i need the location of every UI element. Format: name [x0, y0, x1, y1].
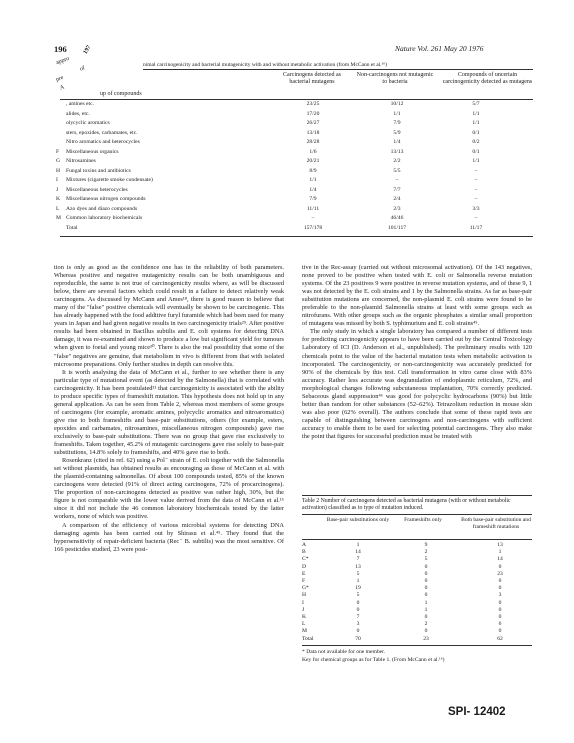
table2-top-rule — [302, 495, 532, 496]
table1-cell: – — [474, 215, 478, 221]
table2-row — [302, 621, 532, 628]
right-text-column — [302, 264, 532, 441]
table1-cell: 1/1 — [393, 110, 401, 117]
table1-row — [56, 215, 476, 222]
table1-cell: 0/1 — [472, 148, 480, 155]
table1-cell: – — [395, 177, 399, 183]
table2-cell: 0 — [498, 563, 502, 570]
table2-cell: 13 — [355, 563, 361, 570]
table2-cell: 2 — [424, 549, 428, 556]
table2-cell: 5 — [356, 570, 360, 577]
table1-top-rule — [143, 69, 533, 70]
table1-row-name: Mixtures (cigarette smoke condensate) — [66, 177, 153, 183]
table1-cell: – — [474, 167, 478, 174]
table1-bottom-rule — [60, 236, 533, 237]
table1-row-name: Nitrosamines — [66, 158, 96, 164]
table1-row-name: olycyclic aromatics — [66, 120, 110, 126]
table1-cell: 1/1 — [472, 120, 480, 126]
table2-cell: 1 — [498, 549, 502, 556]
table2-cell: 23 — [423, 635, 429, 642]
table1-row-letter: J — [56, 186, 59, 193]
table2-row — [302, 628, 532, 635]
table2-cell: 1 — [424, 606, 428, 613]
table1-cell: 157/178 — [303, 224, 323, 231]
body-paragraph: tive in the Rec-assay (carried out without microsomal activation). Of the 143 negatives, none proved to be positive when tested with E. coli or Salmonella reverse mutation systems. Of the 23 positives 9 were positive in reverse mutation systems, and of these 9, 1 was not detected by the E. coli strains and 1 by the Salmonella strains. As far as base-pair substitution mutations are concerned, the non-plasmid E. coli strains were found to be preferable to the non-plasmid Salmonella strains at least with some groups such as nitrofurans. With other groups such as the organic phosphates a similar small proportion of mutagens was missed by both S. typhimurium and E. coli strains⁴⁵. — [302, 264, 532, 328]
table2-row-letter: Total — [302, 635, 314, 642]
table2-cell: 62 — [497, 635, 503, 642]
table2-cell: 2 — [424, 621, 428, 628]
table2-cell: 0 — [498, 599, 502, 606]
margin-fragment: A — [59, 84, 66, 92]
table1-cell: 0/1 — [472, 129, 480, 136]
body-paragraph: A comparison of the efficiency of various microbial systems for detecting DNA damaging agents has been carried out by Shirasu et al.⁴⁵. They found that the hypersensitivity of repair-deficient bacteria (Rec⁻ B. subtilis) was the most sensitive. Of 166 pesticides studied, 23 were posi- — [54, 521, 284, 553]
margin-fragment: appro — [55, 55, 71, 67]
table2-row — [302, 592, 532, 599]
table1-row-name: Nitro aromatics and heterocycles — [66, 139, 140, 145]
table1-row — [56, 187, 476, 194]
table2-row-letter: F — [302, 578, 306, 584]
table2-row-letter: H — [302, 592, 307, 599]
table1-row — [56, 168, 476, 175]
page-number: 196 — [54, 44, 67, 54]
table2-row-letter: M — [302, 628, 307, 635]
table2-cell: 7 — [356, 556, 360, 563]
table2-cell: 14 — [355, 549, 361, 556]
table1-cell: 11/17 — [469, 224, 483, 231]
table1-col-header: Carcinogens detected as bacterial mutagens — [283, 72, 341, 85]
table1-row-name: Total — [66, 224, 78, 231]
table1-row-name: Azo dyes and diazo compounds — [66, 205, 138, 212]
table2-row-letter: J — [302, 606, 305, 613]
table2-cell: 0 — [498, 628, 502, 635]
table1-row — [56, 205, 480, 213]
table1-cell: – — [474, 196, 478, 202]
table2-cell: 13 — [497, 542, 503, 548]
table1-row — [56, 110, 480, 118]
table1-cell: 1/4 — [309, 186, 317, 193]
table1-cell: 2/4 — [393, 196, 401, 202]
table2-cell: 3 — [498, 592, 502, 599]
table2-cell: 0 — [498, 606, 502, 613]
table1-cell: 23/25 — [306, 101, 320, 107]
table2-cell: 0 — [498, 585, 502, 592]
table1-cell: 7/7 — [393, 186, 401, 193]
table1-cell: 13/13 — [390, 148, 404, 155]
table2-row — [302, 600, 532, 607]
table2-cell: 1 — [356, 578, 360, 584]
table2-cell: 0 — [498, 578, 502, 584]
table2-row — [302, 542, 532, 549]
table2-row-letter: E — [302, 570, 306, 577]
table2-row — [302, 556, 532, 563]
table1-row-letter: M — [56, 215, 61, 221]
table1-cell: – — [474, 177, 478, 183]
table1-cell: 11/11 — [306, 205, 320, 212]
table2-cell: 5 — [424, 556, 428, 563]
table1-row-letter: I — [56, 177, 58, 183]
table2-cell: 0 — [424, 628, 428, 635]
table1-cell: – — [474, 186, 478, 193]
table2-footnote: * Data not available for one member. — [302, 649, 386, 655]
table1-col-header: Compounds of uncertain carcinogenicity detected as mutagens — [442, 72, 533, 85]
table2-cell: 0 — [356, 606, 360, 613]
table1-cell: – — [311, 215, 315, 221]
table1-row-name: sters, epoxides, carbamates, etc. — [66, 129, 138, 136]
left-text-column — [54, 264, 284, 554]
table2-row-letter: L — [302, 621, 306, 628]
table1-row — [56, 196, 476, 203]
table1-row — [56, 148, 480, 156]
table2-col-header: Both base-pair substitution and frameshift mutations — [461, 517, 531, 530]
table1-row-name: Common laboratory biochemicals — [66, 215, 143, 221]
table2-col-header: Base-pair substitutions only — [326, 517, 390, 523]
table2-footnote: Key for chemical groups as for Table 1. (From McCann et al.¹⁶) — [302, 657, 445, 663]
table2-cell: 0 — [356, 628, 360, 635]
table1-cell: 7/9 — [309, 196, 317, 202]
table2-row — [302, 571, 532, 578]
table1-row — [56, 224, 483, 232]
body-paragraph: Rosenkranz (cited in ref. 62) using a Pol⁻ strain of E. coli together with the Salmonella set without plasmids, has obtained results as encouraging as those of McCann et al. with the plasmid-containing salmonellas. Of about 100 compounds tested, 85% of the known carcinogens were detected (91% of direct acting carcinogens, 72% of procarcinogens). The proportion of non-carcinogens detected as positive was rather high, 30%, but the figure is not comparable with the lower value derived from the data of McCann et al.¹⁶ since it did not include the 46 common laboratory biochemicals tested by the latter workers, none of which was positive. — [54, 457, 284, 521]
body-paragraph: tion is only as good as the confidence one has in the reliability of both parameters. Whereas positive and negative mutagenicity results can be both unambiguous and reproducible, the same is not true of carcinogenicity results where, as will be discussed below, there are several factors which could result in a failure to detect relatively weak carcinogens. As discussed by McCann and Ames¹⁸, there is good reason to believe that many of the "false" positive chemicals will eventually be shown to be carcinogenic. This has already happened with the food additive furyl furamide which had been used for many years in Japan and had given negative results in two carcinogenicity trials²⁹. After positive results had been obtained in Bacillus subtilis and E. coli systems for detecting DNA damage, it was re-examined and shown to produce a low but significant yield for tumours when given to foetal and young mice³⁰. There is also the real possibility that some of the "false" negatives are genuine, that metabolism in vivo is different from that with isolated microsome preparations. Only further studies in depth can resolve this. — [54, 264, 284, 368]
table1-row — [56, 177, 476, 184]
table1-cell: 28/28 — [306, 139, 320, 145]
table2-row-letter: D — [302, 563, 307, 570]
table1-title: nimal carcinogenicity and bacterial mutagenicity with and without metabolic activation (from McCann et al.¹⁶) — [143, 62, 387, 68]
table2-cell: 6 — [498, 621, 502, 628]
table2-row — [302, 636, 532, 643]
table1-cell: 13/18 — [306, 129, 320, 136]
table2-row-letter: A — [302, 542, 307, 548]
document-stamp: SPI- 12402 — [448, 706, 506, 718]
table1-row-name: Miscellaneous nitrogen compounds — [66, 196, 146, 202]
table2-cell: 0 — [424, 592, 428, 599]
table2-row-letter: K — [302, 614, 307, 620]
table1-col-header: Non-carcinogens not mutagenic to bacteria — [356, 72, 434, 85]
table2-cell: 23 — [497, 570, 503, 577]
table1-row — [56, 158, 480, 165]
table2-cell: 1 — [424, 599, 428, 606]
table2-cell: 3 — [356, 621, 360, 628]
table2-cell: 0 — [498, 614, 502, 620]
margin-fragment: of — [79, 65, 86, 73]
table1-cell: 8/9 — [309, 167, 317, 174]
table2-caption: Table 2 Number of carcinogens detected as bacterial mutagens (with or without metabolic activation) classified as to type of mutation induced. — [302, 498, 511, 511]
table1-cell: 1/6 — [309, 148, 317, 155]
table1-row-name: Fungal toxins and antibiotics — [66, 167, 131, 174]
body-paragraph: It is worth analysing the data of McCann et al., further to see whether there is any particular type of mutational event (as detected by the Salmonella) that is correlated with carcinogenicity. It has been postulated³¹ that carcinogenicity is associated with the ability to produce specific types of frameshift mutation. This hypothesis does not hold up in any general application. As can be seen from Table 2, whereas most members of some groups of carcinogens (for example, aromatic amines, polycyclic aromatics and nitroaromatics) give rise to both frameshifts and base-pair substitutions, others (for example, esters, epoxides and carbamates, nitrosamines, miscellaneous nitrogen compounds) gave rise exclusively to base-pair substitutions. There was no group that gave rise exclusively to frameshifts. Taken together, 45.2% of mutagenic carcinogens gave rise solely to base-pair substitutions, 14.8% solely to frameshifts, and 40% gave rise to both. — [54, 368, 284, 457]
table2-row — [302, 614, 532, 621]
table2-cell: 0 — [424, 614, 428, 620]
table1-cell: 26/27 — [306, 120, 320, 126]
table1-cell: 3/3 — [472, 205, 480, 212]
table2-cell: 9 — [424, 542, 428, 548]
table2-cell: 0 — [356, 599, 360, 606]
table2-cell: 0 — [424, 563, 428, 570]
table1-row-name: , amines etc. — [66, 101, 94, 107]
table1-cell: 20/21 — [306, 158, 320, 164]
journal-header: Nature Vol. 261 May 20 1976 — [395, 44, 484, 53]
table1-cell: 5/5 — [393, 167, 401, 174]
table2-cell: 19 — [355, 585, 361, 592]
table2-cell: 0 — [424, 585, 428, 592]
table1-row-name: Miscellaneous organics — [66, 148, 119, 155]
table1-cell: 1/1 — [472, 110, 480, 117]
table2-cell: 7 — [356, 614, 360, 620]
table1-row-name: Miscellaneous heterocycles — [66, 186, 128, 193]
table2-header-rule-bottom — [302, 539, 532, 540]
table1-row-letter: L — [56, 205, 60, 212]
table1-cell: 10/12 — [390, 101, 404, 107]
table1-cell: 2/3 — [393, 205, 401, 212]
table1-cell: 2/2 — [393, 158, 401, 164]
handwritten-page-number: 197 — [82, 44, 93, 56]
table1-row — [56, 120, 480, 127]
table1-cell: 101/117 — [387, 224, 407, 231]
margin-fragment: pre — [55, 74, 65, 84]
table1-cell: 1/1 — [472, 158, 480, 164]
table1-cell: 1/1 — [309, 177, 317, 183]
table2-bottom-rule — [302, 645, 532, 646]
table1-cell: 7/9 — [393, 120, 401, 126]
table2-row-letter: I — [302, 599, 304, 606]
table1-header-rule — [60, 99, 533, 100]
table2-cell: 14 — [497, 556, 503, 563]
table2-row — [302, 607, 532, 614]
table2-row-letter: B — [302, 549, 306, 556]
table1-row — [56, 129, 480, 137]
table1-group-header: up of compounds — [100, 91, 142, 97]
table1-row-name: alides, etc. — [66, 110, 90, 117]
table1-row-letter: H — [56, 167, 61, 174]
table2-cell: 5 — [356, 592, 360, 599]
table1-cell: 46/46 — [390, 215, 404, 221]
table1-cell: 5/9 — [393, 129, 401, 136]
table1-cell: 17/20 — [306, 110, 320, 117]
table2-cell: 70 — [355, 635, 361, 642]
table2-row — [302, 585, 532, 592]
table1-cell: 0/2 — [472, 139, 480, 145]
table1-row-letter: F — [56, 148, 60, 155]
table1-row-letter: K — [56, 196, 61, 202]
table2-col-header: Frameshifts only — [404, 517, 442, 523]
table2-cell: 1 — [356, 542, 360, 548]
table1-row — [56, 139, 480, 146]
table1-cell: 5/7 — [472, 101, 480, 107]
table2-row-letter: G* — [302, 585, 309, 592]
table2-row — [302, 578, 532, 585]
body-paragraph: The only study in which a single laboratory has compared a number of different tests for predicting carcinogenicity appears to have been carried out by the Central Toxicology Laboratory of ICI (D. Anderson et al., unpublished). The preliminary results with 120 chemicals point to the value of the bacterial mutation tests when metabolic activation is incorporated. The carcinogenicity, or non-carcinogenicity was accurately predicted for 90% of the chemicals by this test. Cell transformation in vitro came close with 83% accuracy. Rather less accurate was degranulation of endoplasmic reticulum, 72%, and morphological changes following subcutaneous implantation, 70% correctly predicted. Sebaceous gland suppression⁴⁶ was good for polycyclic hydrocarbons (90%) but little better than random for other substances (52–62%). Tetrazolium reduction in mouse skin was also poor (62% overall). The authors conclude that some of these rapid tests are capable of distinguishing between carcinogens and non-carcinogens with sufficient accuracy to enable them to be used for selecting potential carcinogens. They also make the point that figures for successful prediction must be treated with — [302, 328, 532, 440]
table2-row — [302, 564, 532, 571]
table1-row — [56, 101, 480, 108]
table2-row — [302, 549, 532, 556]
table2-header-rule-top — [302, 514, 532, 515]
table1-row-letter: G — [56, 158, 61, 164]
table1-cell: 1/4 — [393, 139, 401, 145]
table2-row-letter: C* — [302, 556, 309, 563]
table2-cell: 0 — [424, 570, 428, 577]
table2-cell: 0 — [424, 578, 428, 584]
